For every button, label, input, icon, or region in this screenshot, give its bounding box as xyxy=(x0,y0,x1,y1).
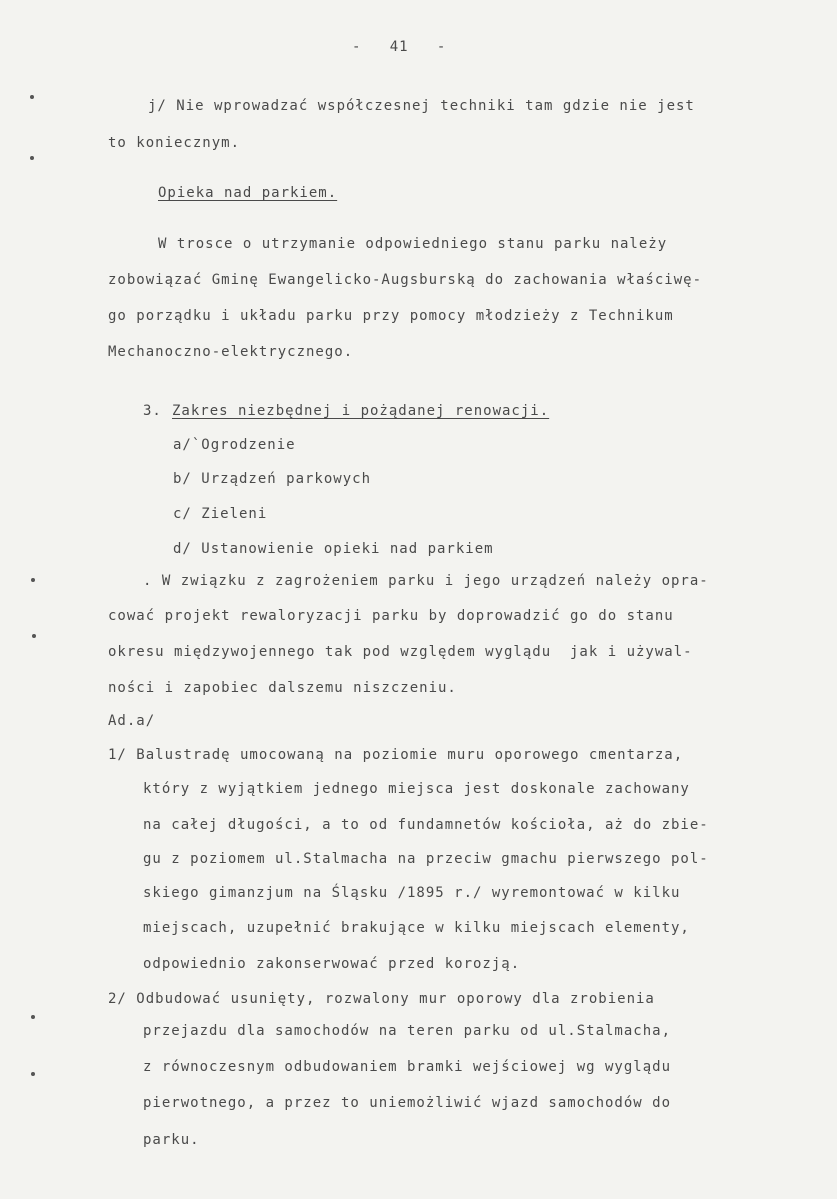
point1-line-1: 1/ Balustradę umocowaną na poziomie muru oporowego cmentarza, xyxy=(108,747,684,763)
zwiazek-line-3: okresu międzywojennego tak pod względem wyglądu jak i używal- xyxy=(108,644,693,660)
zwiazek-line-4: ności i zapobiec dalszemu niszczeniu. xyxy=(108,680,457,696)
point2-line-4: pierwotnego, a przez to uniemożliwić wjazd samochodów do xyxy=(143,1095,672,1111)
margin-speck xyxy=(31,1072,35,1076)
point2-line-5: parku. xyxy=(143,1132,200,1148)
section3-item-d: d/ Ustanowienie opieki nad parkiem xyxy=(173,541,494,557)
margin-speck xyxy=(30,95,34,99)
intro-line-1: j/ Nie wprowadzać współczesnej techniki tam gdzie nie jest xyxy=(148,98,695,114)
heading-opieka: Opieka nad parkiem. xyxy=(158,185,338,201)
zwiazek-line-1: . W związku z zagrożeniem parku i jego urządzeń należy opra- xyxy=(143,573,709,589)
point2-line-2: przejazdu dla samochodów na teren parku od ul.Stalmacha, xyxy=(143,1023,672,1039)
opieka-line-2: zobowiązać Gminę Ewangelicko-Augsburską do zachowania właściwę- xyxy=(108,272,703,288)
margin-speck xyxy=(32,634,36,638)
section3-item-b: b/ Urządzeń parkowych xyxy=(173,471,372,487)
page-number: - 41 - xyxy=(352,39,447,55)
section3-item-c: c/ Zieleni xyxy=(173,506,268,522)
point1-line-4: gu z poziomem ul.Stalmacha na przeciw gmachu pierwszego pol- xyxy=(143,851,709,867)
opieka-line-1: W trosce o utrzymanie odpowiedniego stanu parku należy xyxy=(158,236,668,252)
opieka-line-3: go porządku i układu parku przy pomocy młodzieży z Technikum xyxy=(108,308,674,324)
section3-title: Zakres niezbędnej i pożądanej renowacji. xyxy=(172,403,550,419)
section3-item-a: a/`Ogrodzenie xyxy=(173,437,296,453)
section3-number: 3. xyxy=(143,403,162,419)
point2-line-1: 2/ Odbudować usunięty, rozwalony mur oporowy dla zrobienia xyxy=(108,991,655,1007)
zwiazek-line-2: cować projekt rewaloryzacji parku by doprowadzić go do stanu xyxy=(108,608,674,624)
point1-line-3: na całej długości, a to od fundamnetów kościoła, aż do zbie- xyxy=(143,817,709,833)
opieka-line-4: Mechanoczno-elektrycznego. xyxy=(108,344,354,360)
margin-speck xyxy=(30,156,34,160)
point1-line-2: który z wyjątkiem jednego miejsca jest doskonale zachowany xyxy=(143,781,690,797)
point1-line-7: odpowiednio zakonserwować przed korozją. xyxy=(143,956,521,972)
point1-line-6: miejscach, uzupełnić brakujące w kilku miejscach elementy, xyxy=(143,920,690,936)
margin-speck xyxy=(31,578,35,582)
point2-line-3: z równoczesnym odbudowaniem bramki wejściowej wg wyglądu xyxy=(143,1059,672,1075)
ad-label: Ad.a/ xyxy=(108,713,156,729)
margin-speck xyxy=(31,1015,35,1019)
intro-line-2: to koniecznym. xyxy=(108,135,241,151)
point1-line-5: skiego gimanzjum na Śląsku /1895 r./ wyremontować w kilku xyxy=(143,885,681,901)
